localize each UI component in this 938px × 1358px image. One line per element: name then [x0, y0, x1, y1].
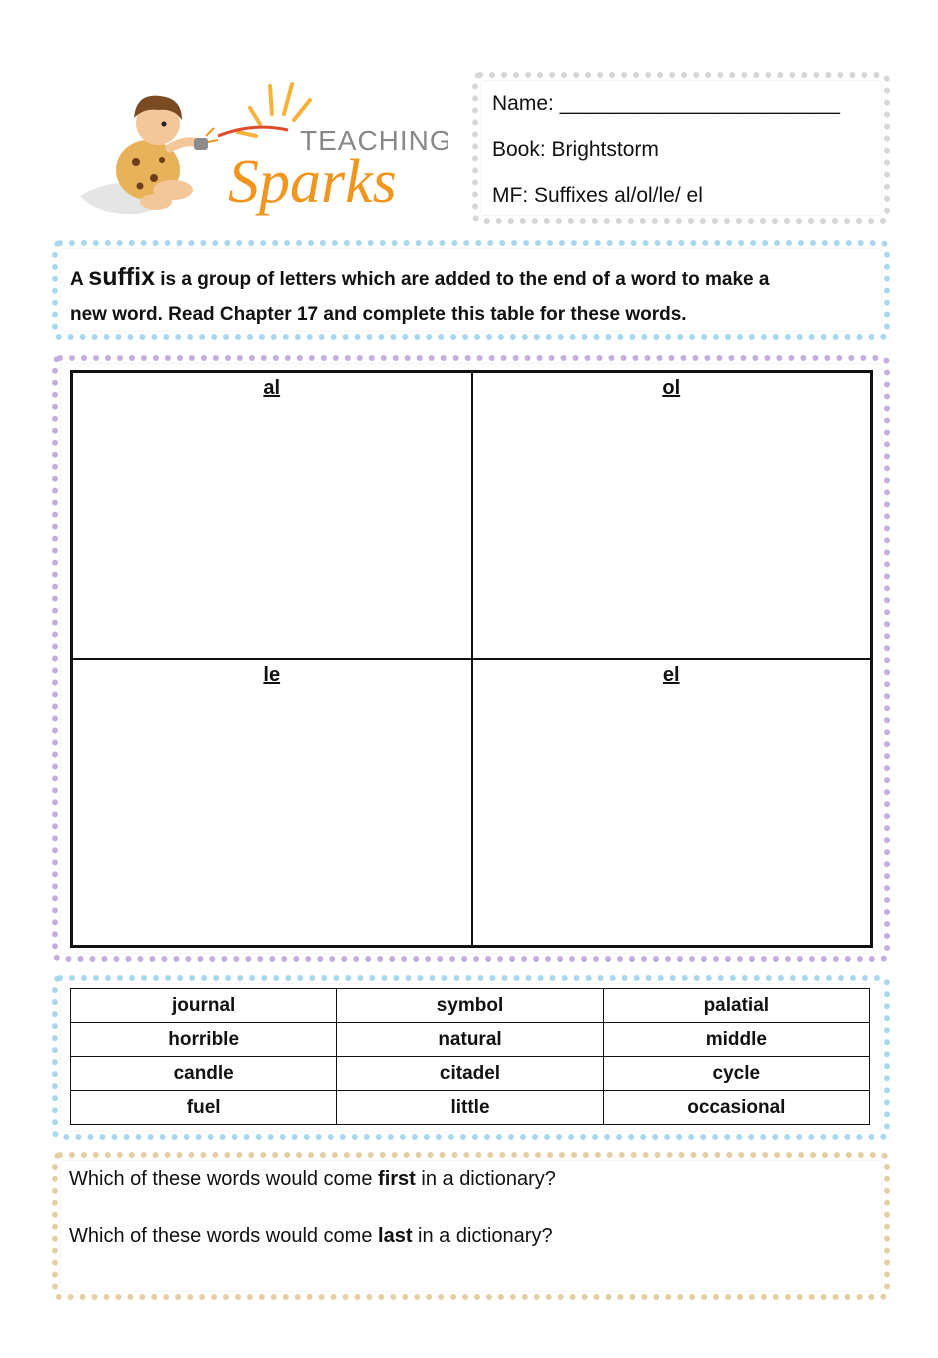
cell-title-el: el	[662, 664, 680, 686]
q1-end: in a dictionary?	[415, 1168, 556, 1190]
student-info-box	[472, 72, 890, 224]
cell-title-le: le	[263, 664, 281, 686]
word-cell: palatial	[603, 989, 869, 1023]
suffix-grid	[70, 370, 873, 948]
mf-line: MF: Suffixes al/ol/le/ el	[492, 184, 703, 207]
cell-el[interactable]	[472, 659, 872, 946]
cell-le[interactable]	[72, 659, 472, 946]
word-cell: fuel	[71, 1091, 337, 1125]
cell-al[interactable]	[72, 372, 472, 659]
word-cell: candle	[71, 1057, 337, 1091]
dictionary-questions-box[interactable]	[52, 1152, 890, 1300]
suffix-grid-box	[52, 355, 890, 962]
definition-keyword: suffix	[88, 263, 155, 291]
q1-start: Which of these words would come	[69, 1168, 379, 1190]
q2-bold: last	[378, 1225, 413, 1247]
word-cell: occasional	[603, 1091, 869, 1125]
definition-line-1: is a group of letters which are added to the end of a word to make a	[154, 269, 770, 290]
word-cell: journal	[71, 989, 337, 1023]
word-cell: symbol	[337, 989, 603, 1023]
definition-prefix: A	[70, 269, 89, 290]
name-line[interactable]	[492, 92, 840, 116]
caveman-mascot-icon	[78, 78, 448, 223]
cell-title-ol: ol	[662, 377, 681, 399]
definition-line-2: new word. Read Chapter 17 and complete this table for these words.	[70, 304, 687, 325]
word-cell: middle	[603, 1023, 869, 1057]
word-cell: citadel	[337, 1057, 603, 1091]
name-label: Name:	[492, 92, 560, 115]
book-line: Book: Brightstorm	[492, 138, 659, 161]
question-first	[69, 1168, 556, 1191]
name-blank[interactable]: ________________________	[559, 92, 840, 115]
table-row	[71, 1023, 870, 1057]
question-last	[69, 1225, 553, 1248]
word-list-table	[70, 988, 870, 1125]
definition-box	[52, 240, 890, 340]
teaching-sparks-logo	[78, 78, 448, 223]
word-cell: horrible	[71, 1023, 337, 1057]
logo-text-teaching: TEACHING	[300, 125, 448, 156]
word-cell: little	[337, 1091, 603, 1125]
table-row	[71, 1091, 870, 1125]
logo-text-sparks: Sparks	[228, 148, 397, 216]
q2-end: in a dictionary?	[412, 1225, 553, 1247]
definition-text	[70, 260, 870, 332]
q1-bold: first	[378, 1168, 416, 1190]
q2-start: Which of these words would come	[69, 1225, 379, 1247]
cell-ol[interactable]	[472, 372, 872, 659]
table-row	[71, 989, 870, 1023]
word-cell: natural	[337, 1023, 603, 1057]
word-list-box	[52, 975, 890, 1140]
table-row	[71, 1057, 870, 1091]
cell-title-al: al	[263, 377, 281, 399]
word-cell: cycle	[603, 1057, 869, 1091]
